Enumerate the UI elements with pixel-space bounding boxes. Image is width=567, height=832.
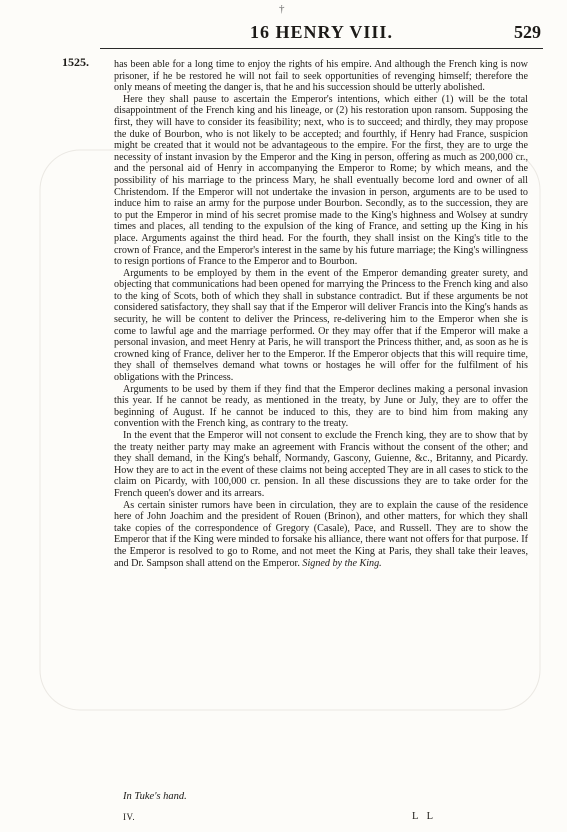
paragraph-last: [114, 500, 528, 570]
volume-mark: IV.: [123, 812, 136, 822]
top-dagger-mark: †: [279, 3, 285, 15]
page-number: 529: [514, 22, 541, 42]
signature-mark: L L: [412, 811, 437, 822]
paragraph: In the event that the Emperor will not consent to exclude the French king, they are to show that by the treaty neither party may make an agreement with Francis without the consent of the other; and they shall demand, in the King's behalf, Normandy, Gascony, Guienne, &c., Britanny, and Picardy. How they are to act in the event of these claims not being accepted They are in all cases to stick to the claim on Picardy, with 100,000 cr. pension. In all these discussions they are to take order for the French queen's dower and its arrears.: [114, 430, 528, 499]
paragraph-text: As certain sinister rumors have been in circulation, they are to explain the cause of the residence here of John Joachim and the president of Rouen (Brinon), and other matters, for which they shall take copies of the correspondence of Gregory (Casale), Pace, and Russell. They are to show the Emperor that if the King were minded to forsake his alliance, there want not offers for that purpose. If the Emperor is resolved to go to Rome, and not meet the King at Paris, they shall take their leaves, and Dr. Sampson shall attend on the Emperor.: [114, 499, 528, 569]
running-head: 16 HENRY VIII.: [250, 22, 393, 42]
paragraph: Arguments to be used by them if they find that the Emperor declines making a personal invasion this year. If he cannot be ready, as mentioned in the treaty, by June or July, they are to offer the beginning of August. If he cannot be induced to this, they are to bind him from making any convention with the French king, as contrary to the treaty.: [114, 383, 528, 430]
paragraph: Arguments to be employed by them in the event of the Emperor demanding greater surety, and objecting that communications had been opened for marrying the Princess to the French king and also to the king of Scots, both of which they shall in substance contradict. But if these arguments be not considered satisfactory, they shall say that if the Emperor will deliver Francis into the King's hands as security, he will be content to deliver the Princess, re-delivering him to the Emperor when she is come to lawful age and the marriage performed. Or they may offer that if the Emperor will make a personal invasion, and meet Henry at Paris, he will transport the Princess thither, and, as soon as he is crowned king of France, deliver her to the Emperor. If the Emperor objects that this will require time, they shall of themselves demand what towns or hostages he will offer for the fulfilment of his obligations with the Princess.: [114, 267, 528, 384]
signature-note: Signed by the King.: [302, 557, 382, 569]
hand-note: In Tuke's hand.: [123, 791, 187, 802]
paragraph: has been able for a long time to enjoy the rights of his empire. And although the French king is now prisoner, if he be restored he will not fail to seek opportunities of revenging himself; therefore the only means of meeting the danger is, that he and his succession should be utterly abolished.: [114, 59, 528, 94]
body-text: [114, 59, 528, 569]
margin-year: 1525.: [62, 55, 89, 69]
paragraph: Here they shall pause to ascertain the Emperor's intentions, which either (1) will be the total disappointment of the French king and his lineage, or (2) his restoration upon ransom. Supposing the first, they will have to consider its feasibility; next, who is to succeed; and thirdly, they may propose the duke of Bourbon, who is not likely to be accepted; and fourthly, if Henry had France, suspicion might be created that it would not be advantageous to the empire. For the first, they are to urge the necessity of instant invasion by the Emperor and the King in person, offering as much as 200,000 cr., and the personal aid of Henry in accompanying the Emperor to Rome; by which means, and the possibility of his marriage to the princess Mary, he shall eventually become lord and owner of all Christendom. If the Emperor will not undertake the invasion in person, arguments are to be used to induce him to raise an army for the purpose under Bourbon. Secondly, as to the succession, they are to put the Emperor in mind of his secret promise made to the King's highness and Wolsey at sundry times and places, all tending to the expulsion of the king of France, and setting up the King in his place. Arguments against the third head. For the fourth, they shall insist on the King's title to the crown of France, and the Emperor's interest in the same by his future marriage; the King's willingness to resign portions of France to the Emperor and to Bourbon.: [114, 93, 528, 268]
page-header: [100, 18, 543, 49]
